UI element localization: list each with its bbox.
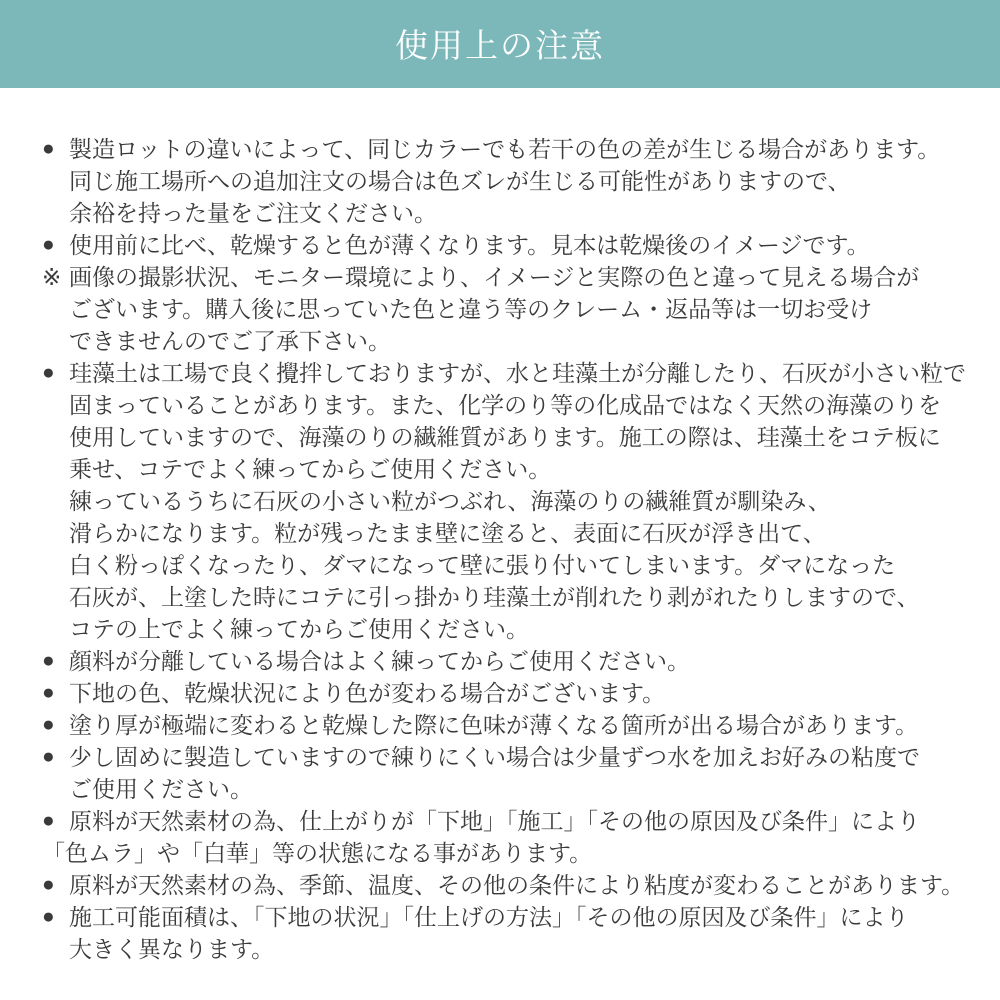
notice-line: [42, 613, 992, 645]
notice-text: 原料が天然素材の為、季節、温度、その他の条件により粘度が変わることがあります。: [69, 872, 965, 898]
notice-line: [42, 197, 992, 229]
notice-line: [42, 901, 992, 933]
notice-line: [42, 805, 992, 837]
notice-line: [42, 133, 992, 165]
notice-text: 原料が天然素材の為、仕上がりが「下地」「施工」「その他の原因及び条件」により: [69, 808, 920, 834]
notice-line: [42, 645, 992, 677]
notice-text: 固まっていることがあります。また、化学のり等の化成品ではなく天然の海藻のりを: [69, 392, 942, 418]
notice-line: [42, 325, 992, 357]
notice-text: 石灰が、上塗した時にコテに引っ掛かり珪藻土が削れたり剥がれたりしますので、: [69, 584, 920, 610]
notice-line: [42, 709, 992, 741]
notice-line: [42, 869, 992, 901]
bullet-icon: ●: [42, 905, 55, 928]
notice-line: [42, 549, 992, 581]
notice-list: [0, 88, 1000, 965]
bullet-icon: ●: [42, 649, 55, 672]
notice-line: [42, 837, 992, 869]
notice-line: [42, 677, 992, 709]
notice-text: コテの上でよく練ってからご使用ください。: [69, 616, 529, 642]
notice-text: 下地の色、乾燥状況により色が変わる場合がございます。: [69, 680, 666, 706]
notice-line: [42, 293, 992, 325]
notice-line: [42, 485, 992, 517]
notice-text: ございます。購入後に思っていた色と違う等のクレーム・返品等は一切お受け: [69, 296, 873, 322]
notice-line: [42, 933, 992, 965]
notice-text: 製造ロットの違いによって、同じカラーでも若干の色の差が生じる場合があります。: [69, 136, 941, 162]
notice-text: 「色ムラ」や「白華」等の状態になる事があります。: [42, 840, 593, 866]
notice-text: 塗り厚が極端に変わると乾燥した際に色味が薄くなる箇所が出る場合があります。: [69, 712, 919, 738]
notice-line: [42, 581, 992, 613]
notice-text: 使用前に比べ、乾燥すると色が薄くなります。見本は乾燥後のイメージです。: [69, 232, 870, 258]
notice-line: [42, 773, 992, 805]
notice-text: できませんのでご了承下さい。: [69, 328, 391, 354]
notice-text: 顔料が分離している場合はよく練ってからご使用ください。: [69, 648, 690, 674]
notice-text: 珪藻土は工場で良く攪拌しておりますが、水と珪藻土が分離したり、石灰が小さい粒で: [69, 360, 966, 386]
notice-line: [42, 517, 992, 549]
bullet-icon: ●: [42, 873, 55, 896]
bullet-icon: ●: [42, 137, 55, 160]
notice-line: [42, 261, 992, 293]
notice-line: [42, 453, 992, 485]
notice-text: 滑らかになります。粒が残ったまま壁に塗ると、表面に石灰が浮き出て、: [69, 520, 826, 546]
notice-text: 施工可能面積は、「下地の状況」「仕上げの方法」「その他の原因及び条件」により: [69, 904, 909, 930]
notice-text: 少し固めに製造していますので練りにくい場合は少量ずつ水を加えお好みの粘度で: [69, 744, 920, 770]
notice-line: [42, 741, 992, 773]
notice-text: 大きく異なります。: [69, 936, 275, 962]
notice-text: 白く粉っぽくなったり、ダマになって壁に張り付いてしまいます。ダマになった: [69, 552, 896, 578]
notice-text: 余裕を持った量をご注文ください。: [69, 200, 437, 226]
notice-text: 乗せ、コテでよく練ってからご使用ください。: [69, 456, 552, 482]
bullet-icon: ●: [42, 361, 55, 384]
bullet-icon: ●: [42, 713, 55, 736]
notice-text: 画像の撮影状況、モニター環境により、イメージと実際の色と違って見える場合が: [69, 264, 920, 290]
notice-text: 使用していますので、海藻のりの繊維質があります。施工の際は、珪藻土をコテ板に: [69, 424, 941, 450]
notice-text: 練っているうちに石灰の小さい粒がつぶれ、海藻のりの繊維質が馴染み、: [69, 488, 831, 514]
reference-mark-icon: ※: [42, 264, 62, 290]
notice-line: [42, 421, 992, 453]
page-title: 使用上の注意: [395, 25, 605, 65]
bullet-icon: ●: [42, 233, 55, 256]
bullet-icon: ●: [42, 681, 55, 704]
bullet-icon: ●: [42, 809, 55, 832]
notice-text: 同じ施工場所への追加注文の場合は色ズレが生じる可能性がありますので、: [69, 168, 851, 194]
notice-line: [42, 165, 992, 197]
notice-text: ご使用ください。: [69, 776, 253, 802]
bullet-icon: ●: [42, 745, 55, 768]
notice-line: [42, 229, 992, 261]
page-header: [0, 0, 1000, 88]
notice-line: [42, 357, 992, 389]
notice-line: [42, 389, 992, 421]
